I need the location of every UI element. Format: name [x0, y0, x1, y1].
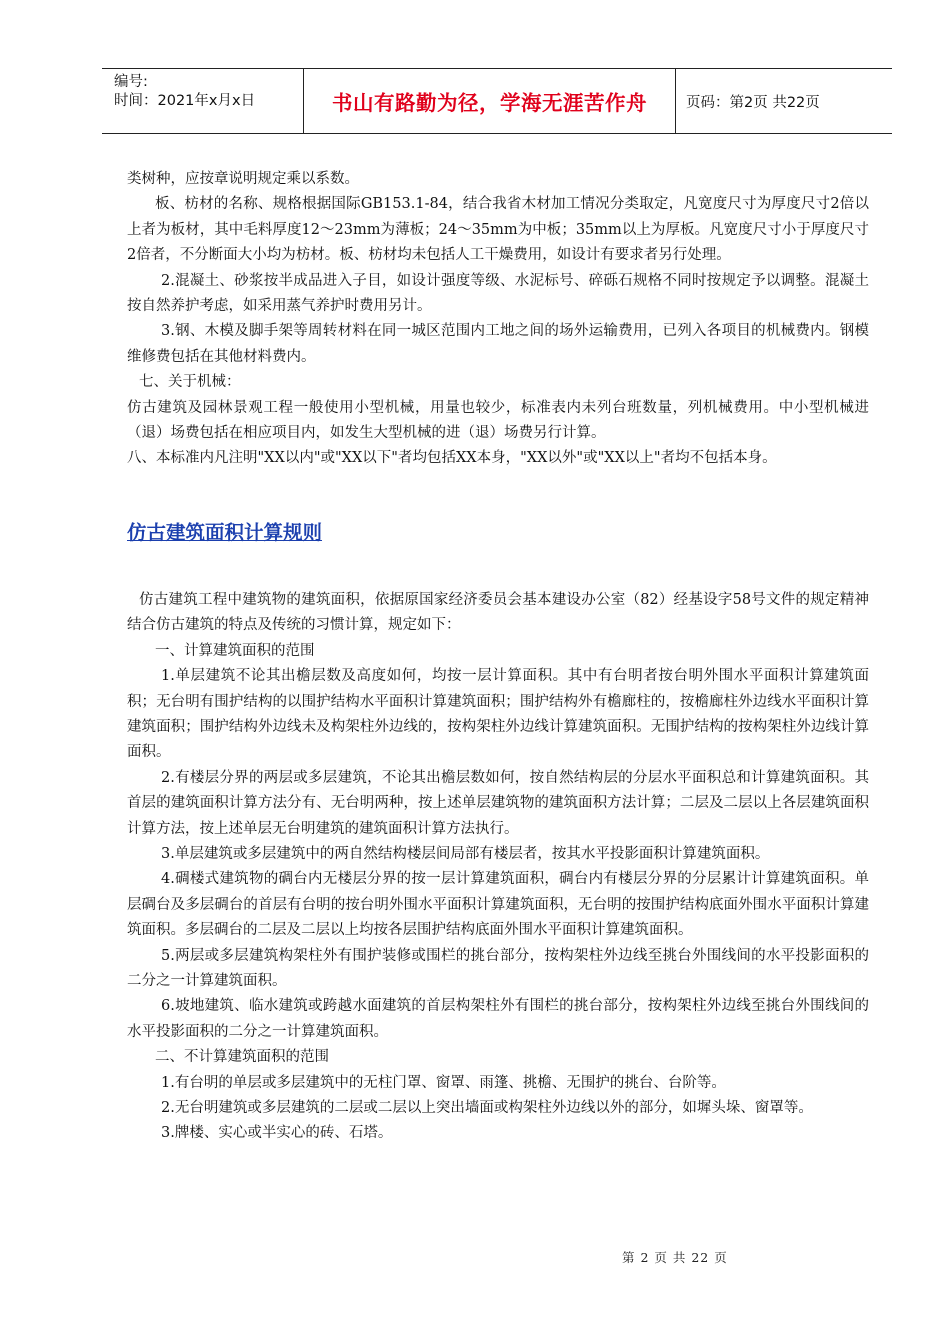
page-number-label: 页码：第2页 共22页 — [686, 94, 820, 111]
document-number-label: 编号: — [114, 74, 148, 90]
paragraph: 板、枋材的名称、规格根据国际GB153.1-84，结合我省木材加工情况分类取定，凡宽度尺寸为厚度尺寸2倍以上者为板材，其中毛料厚度12～23mm为薄板；24～35mm为中板；35mm以上为厚板。凡宽度尺寸小于厚度尺寸2倍者，不分断面大小均为枋材。板、枋材均未包括人工干燥费用，如设计有要求者另行处理。 — [127, 196, 869, 264]
paragraph: 八、本标准内凡注明"XX以内"或"XX以下"者均包括XX本身，"XX以外"或"XX以上"者均不包括本身。 — [127, 450, 777, 467]
paragraph: 1.有台明的单层或多层建筑中的无柱门罩、窗罩、雨篷、挑檐、无围护的挑台、台阶等。 — [161, 1074, 726, 1091]
paragraph: 2.有楼层分界的两层或多层建筑，不论其出檐层数如何，按自然结构层的分层水平面积总和计算建筑面积。其首层的建筑面积计算方法分有、无台明两种，按上述单层建筑物的建筑面积方法计算；二层及二层以上各层建筑面积计算方法，按上述单层无台明建筑的建筑面积计算方法执行。 — [127, 769, 869, 837]
paragraph: 3.钢、木模及脚手架等周转材料在同一城区范围内工地之间的场外运输费用，已列入各项目的机械费内。钢模维修费包括在其他材料费内。 — [127, 323, 869, 365]
motto-text: 书山有路勤为径，学海无涯苦作舟 — [332, 91, 647, 115]
paragraph: 6.坡地建筑、临水建筑或跨越水面建筑的首层构架柱外有围栏的挑台部分，按构架柱外边线至挑台外围线间的水平投影面积的二分之一计算建筑面积。 — [127, 998, 869, 1040]
paragraph: 仿古建筑工程中建筑物的建筑面积，依据原国家经济委员会基本建设办公室（82）经基设字58号文件的规定精神结合仿古建筑的特点及传统的习惯计算，规定如下： — [127, 591, 869, 634]
section-heading: 七、关于机械： — [139, 374, 241, 391]
document-body — [127, 167, 869, 1147]
document-date-label: 时间：2021年x月x日 — [114, 93, 256, 109]
paragraph: 1.单层建筑不论其出檐层数及高度如何，均按一层计算面积。其中有台明者按台明外围水平面积计算建筑面积；无台明有围护结构的以围护结构水平面积计算建筑面积；围护结构外有檐廊柱的，按檐廊柱外边线水平面积计算建筑面积；围护结构外边线未及构架柱外边线的，按构架柱外边线计算建筑面积。无围护结构的按构架柱外边线计算面积。 — [127, 668, 869, 761]
paragraph: 仿古建筑及园林景观工程一般使用小型机械，用量也较少，标准表内未列台班数量，列机械费用。中小型机械进（退）场费包括在相应项目内，如发生大型机械的进（退）场费另行计算。 — [127, 399, 869, 442]
paragraph: 类树种，应按章说明规定乘以系数。 — [127, 171, 359, 187]
spacer — [127, 548, 869, 588]
page-footer: 第 2 页 共 22 页 — [622, 1250, 728, 1265]
paragraph: 2.混凝土、砂浆按半成品进入子目，如设计强度等级、水泥标号、碎砾石规格不同时按规定予以调整。混凝土按自然养护考虑，如采用蒸气养护时费用另计。 — [127, 272, 869, 315]
paragraph: 3.牌楼、实心或半实心的砖、石塔。 — [161, 1125, 393, 1142]
paragraph: 5.两层或多层建筑构架柱外有围护装修或围栏的挑台部分，按构架柱外边线至挑台外围线间的水平投影面积的二分之一计算建筑面积。 — [127, 947, 869, 989]
paragraph: 2.无台明建筑或多层建筑的二层或二层以上突出墙面或构架柱外边线以外的部分，如墀头垛、窗罩等。 — [161, 1100, 813, 1116]
paragraph: 4.碉楼式建筑物的碉台内无楼层分界的按一层计算建筑面积，碉台内有楼层分界的分层累计计算建筑面积。单层碉台及多层碉台的首层有台明的按台明外围水平面积计算建筑面积，无台明的按围护结构底面外围水平面积计算建筑面积。多层碉台的二层及二层以上均按各层围护结构底面外围水平面积计算建筑面积。 — [127, 871, 869, 939]
section-heading: 一、计算建筑面积的范围 — [155, 642, 315, 659]
header-page-info — [676, 69, 892, 133]
header-meta — [102, 69, 304, 133]
section-title: 仿古建筑面积计算规则 — [127, 520, 323, 544]
header-motto — [304, 69, 676, 133]
paragraph: 3.单层建筑或多层建筑中的两自然结构楼层间局部有楼层者，按其水平投影面积计算建筑面积。 — [161, 845, 770, 862]
section-heading: 二、不计算建筑面积的范围 — [155, 1049, 329, 1066]
page-header — [102, 68, 892, 134]
